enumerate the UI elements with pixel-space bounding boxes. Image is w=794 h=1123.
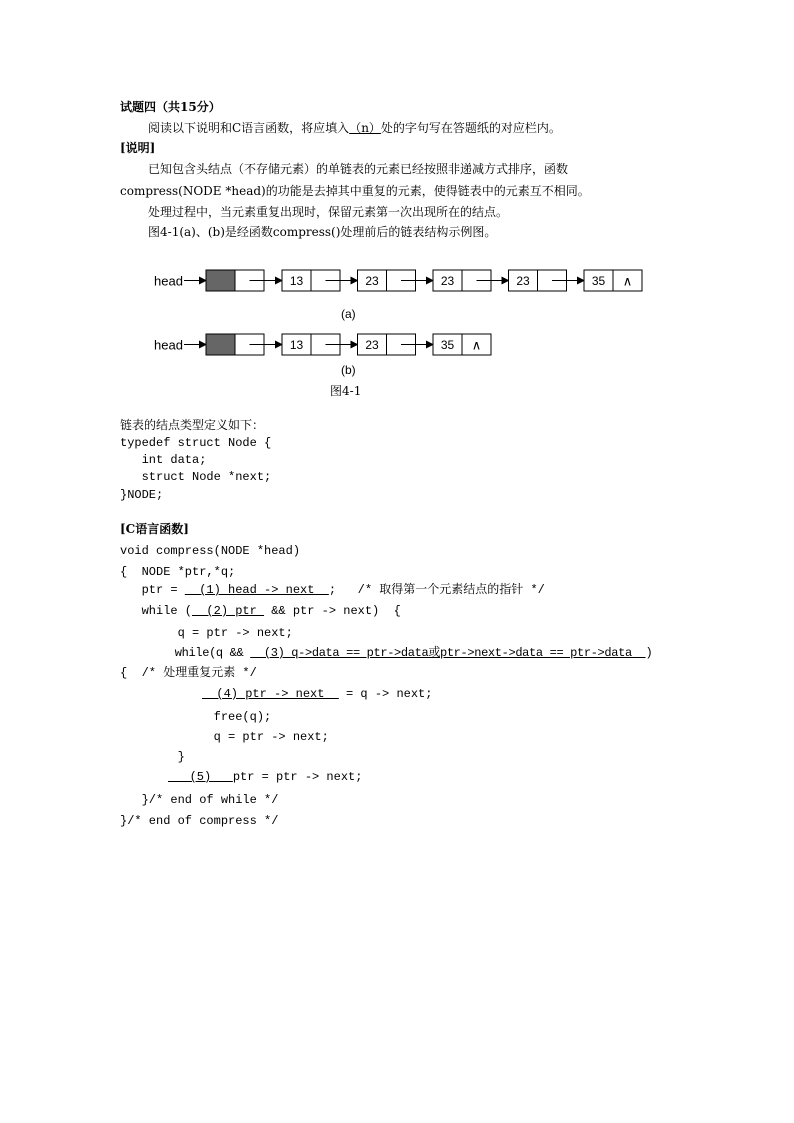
code-line-10: q = ptr -> next; xyxy=(120,730,329,744)
code-line-3-post: ; /* 取得第一个元素结点的指针 */ xyxy=(328,583,545,597)
description-line-2: compress(NODE *head)的功能是去掉其中重复的元素，使得链表中的元素互不相同。 xyxy=(120,184,590,198)
answer-blank-1: (1) head -> next xyxy=(184,583,329,597)
description-heading: [说明] xyxy=(120,141,156,155)
answer-blank-2: (2) ptr xyxy=(192,604,265,618)
typedef-line-4: }NODE; xyxy=(120,488,164,502)
code-line-3-pre: ptr = xyxy=(120,583,185,597)
code-line-8-post: = q -> next; xyxy=(338,687,433,701)
code-line-4-pre: while ( xyxy=(120,604,193,618)
figure-caption: 图4-1 xyxy=(330,384,362,398)
code-heading: [C语言函数] xyxy=(120,522,189,536)
code-line-2: { NODE *ptr,*q; xyxy=(120,565,236,579)
typedef-line-2: int data; xyxy=(120,453,207,467)
list-b-node-value: 35 xyxy=(440,338,455,352)
list-b-head-node-data xyxy=(206,334,235,355)
code-line-3 xyxy=(120,582,545,598)
typedef-line-1: typedef struct Node { xyxy=(120,436,272,450)
question-instruction xyxy=(148,120,561,136)
code-line-4-post: && ptr -> next) { xyxy=(264,604,401,618)
figure-label-b: (b) xyxy=(341,363,356,377)
code-line-11: } xyxy=(120,750,185,764)
list-a-node-value: 35 xyxy=(591,274,606,288)
head-label: head xyxy=(154,273,183,289)
list-b-node-value: 13 xyxy=(289,338,304,352)
code-line-13: }/* end of while */ xyxy=(120,793,279,807)
head-label: head xyxy=(154,337,183,353)
answer-blank-5: (5) xyxy=(168,770,233,784)
typedef-intro: 链表的结点类型定义如下： xyxy=(120,418,265,432)
list-a-node-value: 23 xyxy=(440,274,455,288)
code-line-12-post: ptr = ptr -> next; xyxy=(232,770,363,784)
typedef-line-3: struct Node *next; xyxy=(120,470,272,484)
list-a xyxy=(154,270,642,291)
code-line-9: free(q); xyxy=(120,710,272,724)
list-a-node-value: 13 xyxy=(289,274,304,288)
list-b-null-symbol: ∧ xyxy=(471,337,482,353)
code-line-8 xyxy=(202,686,432,702)
list-a-node-value: 23 xyxy=(516,274,530,288)
figure-label-a: (a) xyxy=(341,307,356,321)
code-line-7: { /* 处理重复元素 */ xyxy=(120,666,257,680)
code-line-5: q = ptr -> next; xyxy=(120,626,293,640)
code-line-6-pre: while(q && xyxy=(120,646,251,660)
code-line-1: void compress(NODE *head) xyxy=(120,544,301,558)
code-line-6-post: ) xyxy=(645,646,653,660)
description-line-4: 图4-1(a)、(b)是经函数compress()处理前后的链表结构示例图。 xyxy=(148,225,497,239)
list-a-node-value: 23 xyxy=(365,274,379,288)
description-line-1: 已知包含头结点（不存储元素）的单链表的元素已经按照非递减方式排序，函数 xyxy=(148,162,569,176)
linked-list-figure xyxy=(0,260,794,420)
list-b xyxy=(154,334,491,355)
list-a-null-symbol: ∧ xyxy=(622,273,633,289)
description-line-3: 处理过程中，当元素重复出现时，保留元素第一次出现所在的结点。 xyxy=(148,205,509,219)
instruction-pre: 阅读以下说明和C语言函数，将应填入 xyxy=(148,121,350,135)
list-b-node-value: 23 xyxy=(365,338,379,352)
list-a-head-node-data xyxy=(206,270,235,291)
code-line-6 xyxy=(120,645,652,661)
code-line-14: }/* end of compress */ xyxy=(120,814,279,828)
question-title: 试题四（共15分） xyxy=(120,100,221,114)
answer-blank-3: (3) q->data == ptr->data或ptr->next->data == ptr->data xyxy=(250,646,646,660)
code-line-4 xyxy=(120,603,401,619)
instruction-post: 处的字句写在答题纸的对应栏内。 xyxy=(380,121,561,135)
answer-blank-4: (4) ptr -> next xyxy=(202,687,339,701)
instruction-blank: （n） xyxy=(349,121,381,135)
code-line-12 xyxy=(168,769,362,785)
